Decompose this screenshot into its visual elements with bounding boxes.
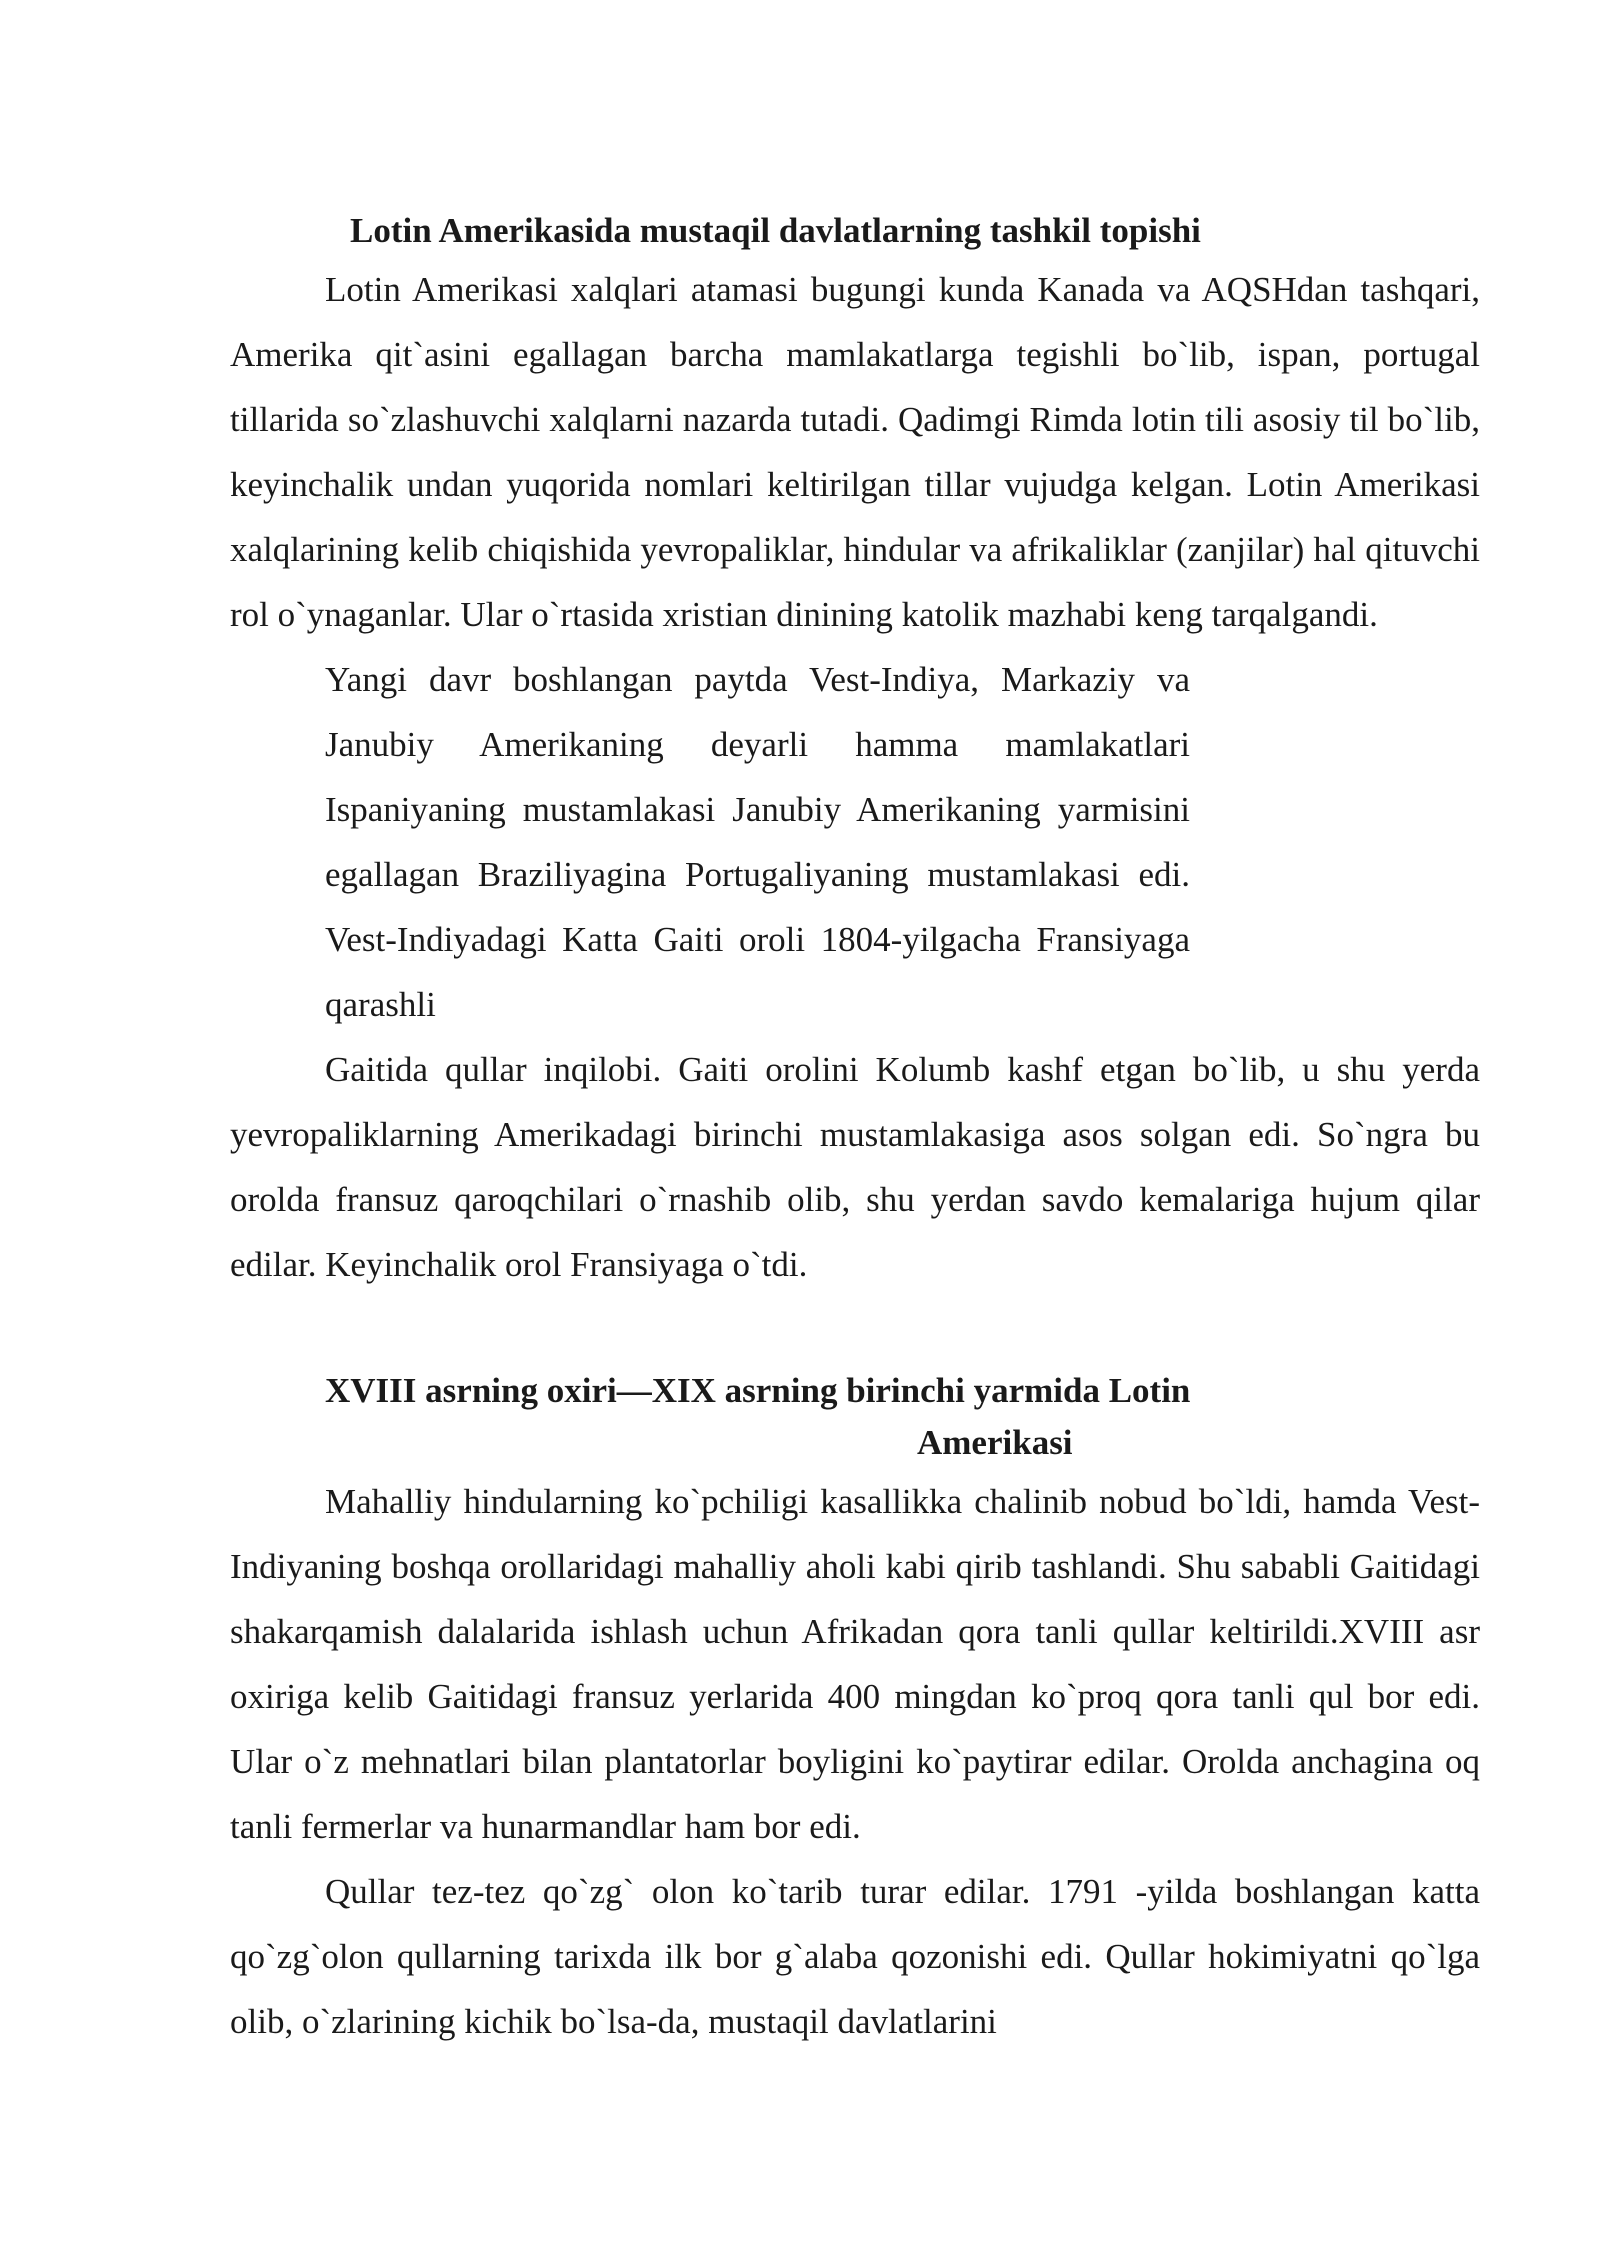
paragraph-3: Gaitida qullar inqilobi. Gaiti orolini Kolumb kashf etgan bo`lib, u shu yerda yevropaliklarning Amerikadagi birinchi mustamlakasiga asos solgan edi. So`ngra bu orolda fransuz qaroqchilari o`rnashib olib, shu yerdan savdo kemalariga hujum qilar edilar. Keyinchalik orol Fransiyaga o`tdi.: [230, 1050, 1480, 1284]
paragraph-5: Qullar tez-tez qo`zg` olon ko`tarib turar edilar. 1791 -yilda boshlangan katta qo`zg`olon qullarning tarixda ilk bor g`alaba qozonishi edi. Qullar hokimiyatni qo`lga olib, o`zlarining kichik bo`lsa-da, mustaqil davlatlarini: [230, 1872, 1480, 2041]
section-heading-1: Lotin Amerikasida mustaqil davlatlarning tashkil topishi: [350, 211, 1201, 250]
section-heading-2-line-2: Amerikasi: [917, 1423, 1073, 1462]
section-heading-2: [230, 1365, 1480, 1469]
paragraph-2: Yangi davr boshlangan paytda Vest-Indiya, Markaziy va Janubiy Amerikaning deyarli hamma mamlakatlari Ispaniyaning mustamlakasi Janubiy Amerikaning yarmisini egallagan Braziliyagina Portugaliyaning mustamlakasi edi. Vest-Indiyadagi Katta Gaiti oroli 1804-yilgacha Fransiyaga qarashli: [325, 660, 1190, 1024]
paragraph-1: Lotin Amerikasi xalqlari atamasi bugungi kunda Kanada va AQSHdan tashqari, Amerika qit`asini egallagan barcha mamlakatlarga tegishli bo`lib, ispan, portugal tillarida so`zlashuvchi xalqlarni nazarda tutadi. Qadimgi Rimda lotin tili asosiy til bo`lib, keyinchalik undan yuqorida nomlari keltirilgan tillar vujudga kelgan. Lotin Amerikasi xalqlarining kelib chiqishida yevropaliklar, hindular va afrikaliklar (zanjilar) hal qituvchi rol o`ynaganlar. Ular o`rtasida xristian dinining katolik mazhabi keng tarqalgandi.: [230, 270, 1480, 634]
document-page: [230, 205, 1480, 2054]
section-heading-2-line-1: XVIII asrning oxiri—XIX asrning birinchi yarmida Lotin: [325, 1371, 1191, 1410]
paragraph-4: Mahalliy hindularning ko`pchiligi kasallikka chalinib nobud bo`ldi, hamda Vest-Indiyaning boshqa orollaridagi mahalliy aholi kabi qirib tashlandi. Shu sababli Gaitidagi shakarqamish dalalarida ishlash uchun Afrikadan qora tanli qullar keltirildi.XVIII asr oxiriga kelib Gaitidagi fransuz yerlarida 400 mingdan ko`proq qora tanli qul bor edi. Ular o`z mehnatlari bilan plantatorlar boyligini ko`paytirar edilar. Orolda anchagina oq tanli fermerlar va hunarmandlar ham bor edi.: [230, 1482, 1480, 1846]
section-spacer: [230, 1297, 1480, 1365]
